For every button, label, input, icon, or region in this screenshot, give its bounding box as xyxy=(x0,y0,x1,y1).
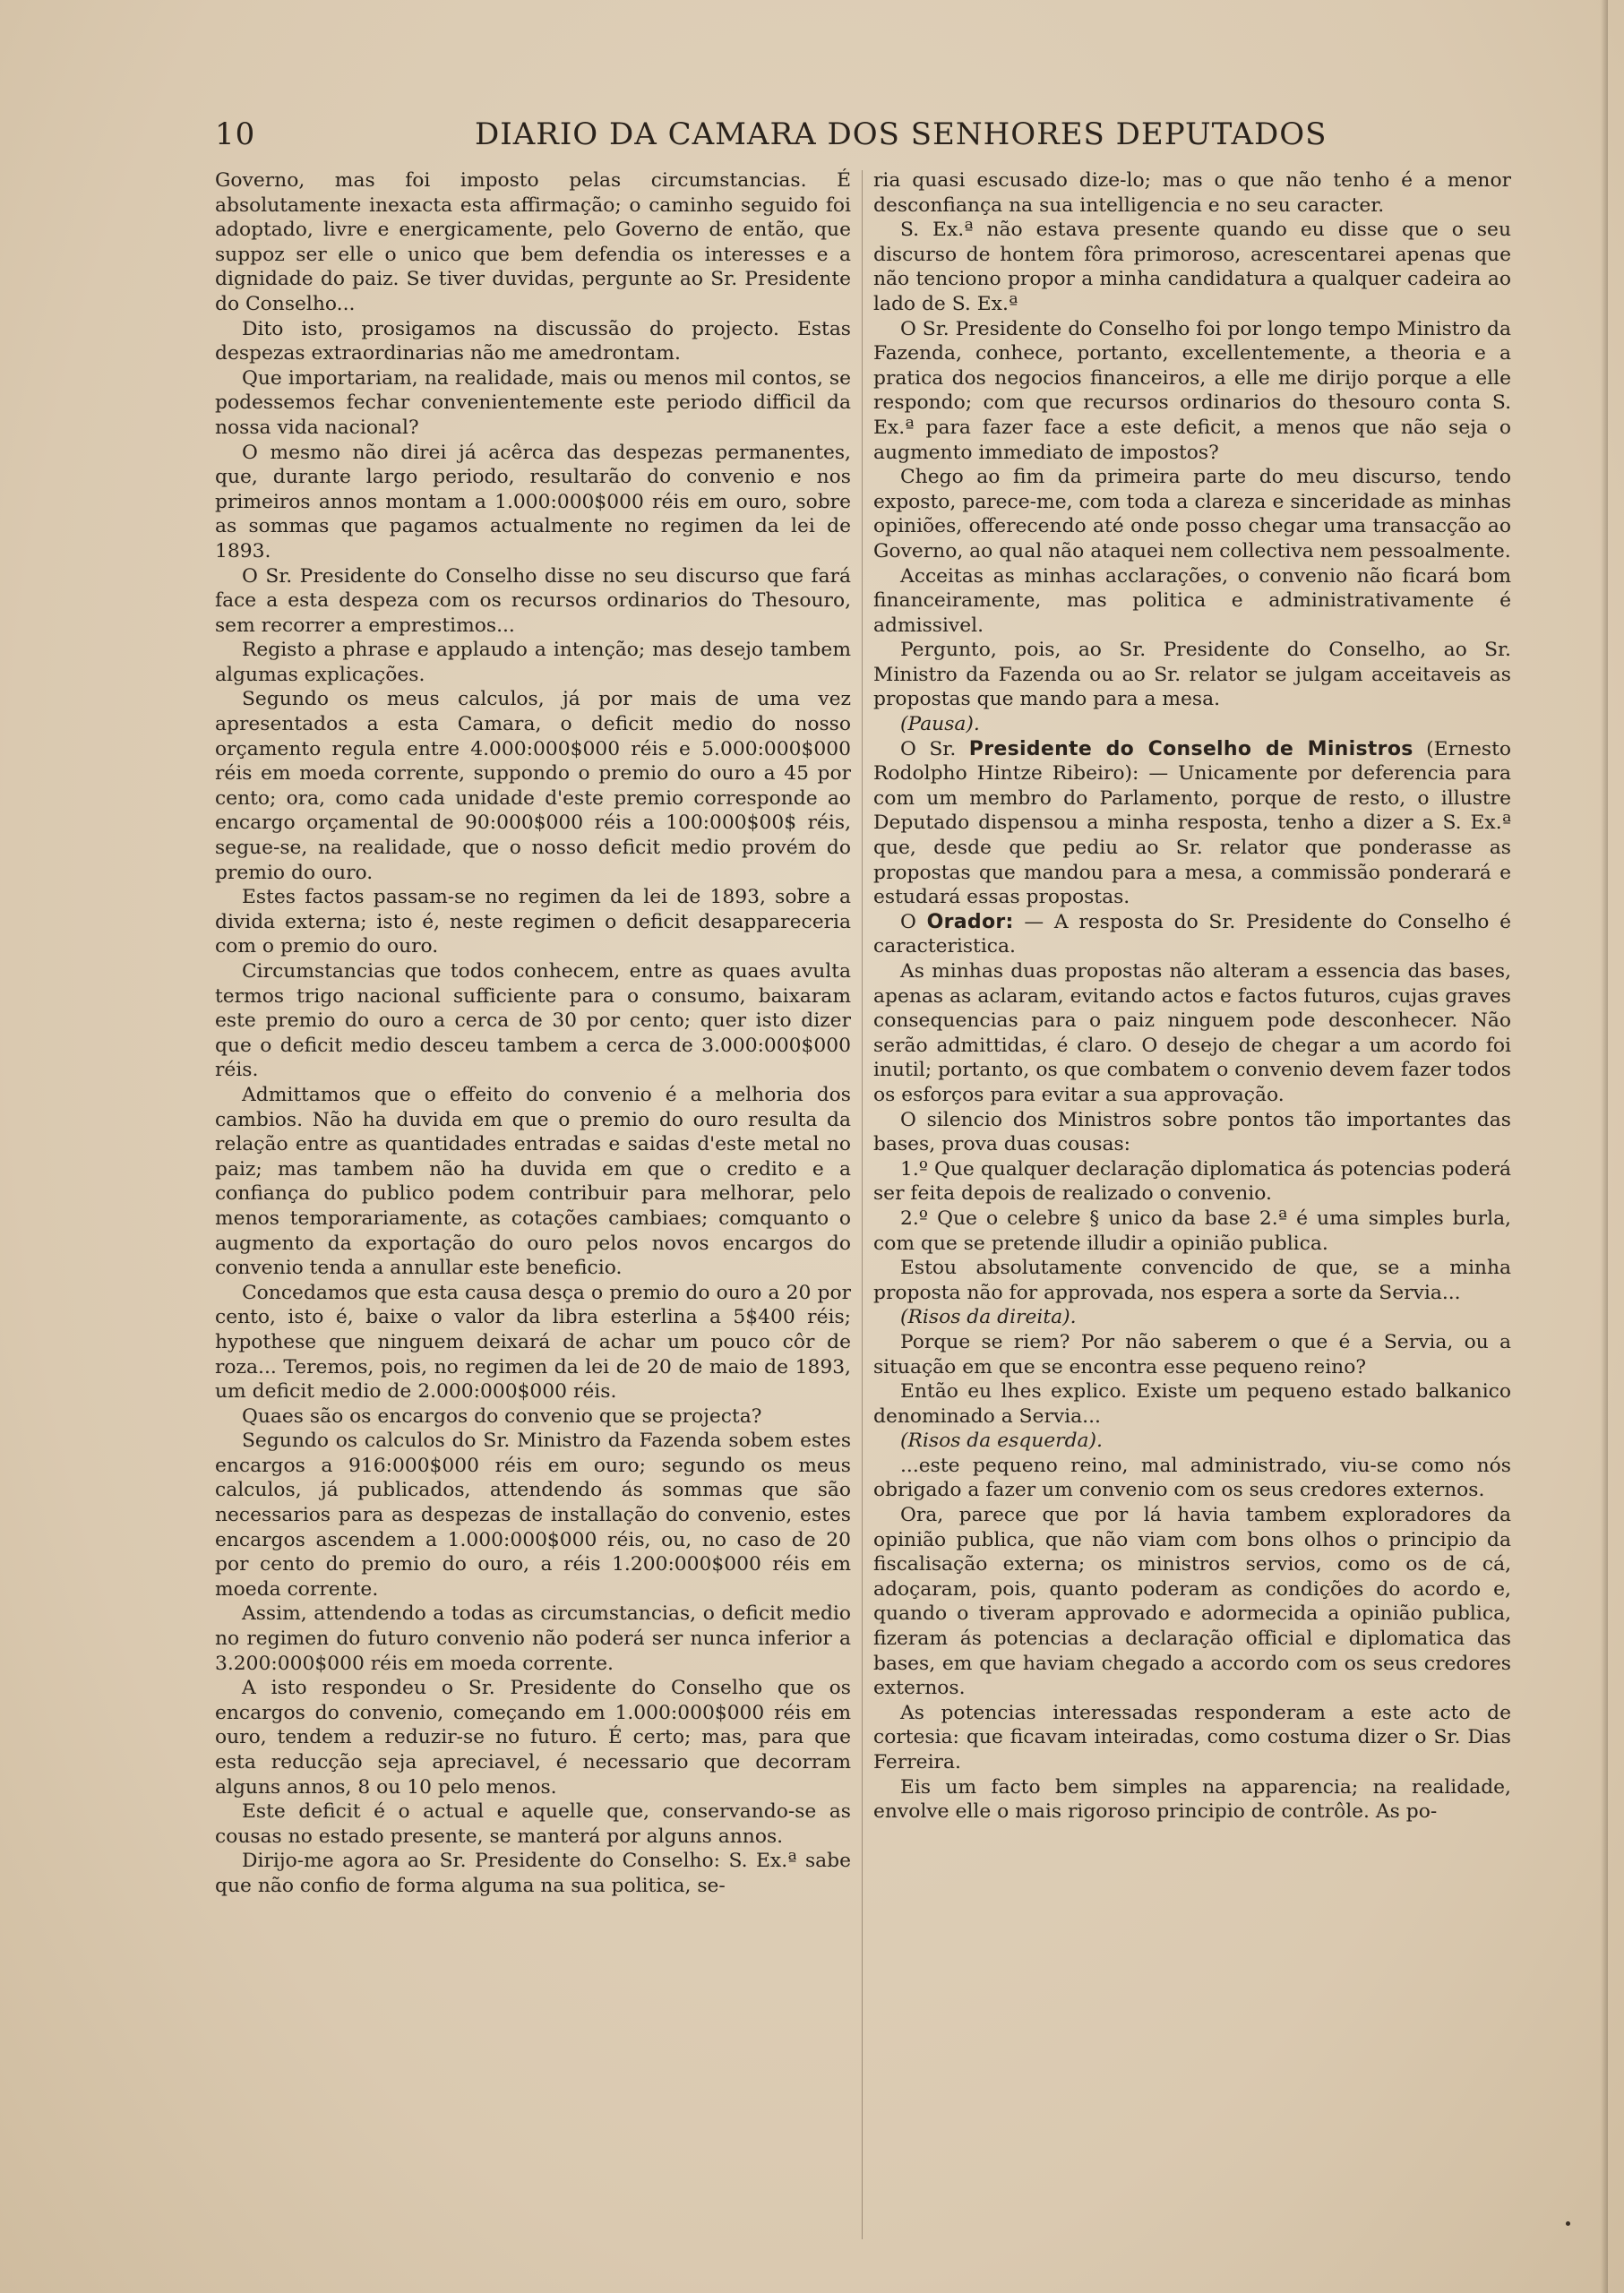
paragraph: O Sr. Presidente do Conselho foi por longo tempo Ministro da Fazenda, conhece, portanto, excellentemente, a theoria e a pratica dos negocios financeiros, a elle me dirijo porque a elle respondo; com que recursos ordinarios do thesouro conta S. Ex.ª para fazer face a este deficit, a menos que não seja o augmento immediato de impostos? xyxy=(873,317,1511,464)
page-header xyxy=(215,116,1328,161)
right-column xyxy=(873,168,1511,2264)
paragraph: Pergunto, pois, ao Sr. Presidente do Conselho, ao Sr. Ministro da Fazenda ou ao Sr. relator se julgam acceitaveis as propostas que mando para a mesa. xyxy=(873,639,1511,711)
stage-direction-pause: (Pausa). xyxy=(900,713,980,736)
paragraph: Circumstancias que todos conhecem, entre as quaes avulta termos trigo nacional sufficiente para o consumo, baixaram este premio do ouro a cerca de 30 por cento; quer isto dizer que o deficit medio desceu tambem a cerca de 3.000:000$000 réis. xyxy=(215,960,851,1082)
paragraph: S. Ex.ª não estava presente quando eu disse que o seu discurso de hontem fôra primoroso, acrescentarei apenas que não tenciono propor a minha candidatura a qualquer cadeira ao lado de S. Ex.ª xyxy=(873,219,1511,315)
paragraph: Eis um facto bem simples na apparencia; na realidade, envolve elle o mais rigoroso principio de contrôle. As po- xyxy=(873,1775,1511,1824)
speech-text: (Ernesto Rodolpho Hintze Ribeiro): — Unicamente por deferencia para com um membro do Parlamento, porque de resto, o illustre Deputado dispensou a minha resposta, tenho a dizer a S. Ex.ª que, desde que pediu ao Sr. relator que ponderasse as propostas que mandou para a mesa, a commissão ponderará e estudará essas propostas. xyxy=(873,737,1511,909)
paragraph: A isto respondeu o Sr. Presidente do Conselho que os encargos do convenio, começando em 1.000:000$000 réis em ouro, tendem a reduzir-se no futuro. É certo; mas, para que esta reducção seja apreciavel, é necessario que decorram alguns annos, 8 ou 10 pelo menos. xyxy=(215,1677,851,1799)
paragraph: 2.º Que o celebre § unico da base 2.ª é uma simples burla, com que se pretende illudir a opinião publica. xyxy=(873,1207,1511,1255)
presidente-speech xyxy=(873,737,1511,910)
stage-direction-risos-esquerda: (Risos da esquerda). xyxy=(900,1430,1103,1453)
paragraph: Estou absolutamente convencido de que, se a minha proposta não for approvada, nos espera a sorte da Servia... xyxy=(873,1257,1511,1304)
paragraph: Quaes são os encargos do convenio que se projecta? xyxy=(242,1404,762,1428)
ink-speck xyxy=(1566,2221,1570,2226)
paragraph: As potencias interessadas responderam a este acto de cortesia: que ficavam inteiradas, como costuma dizer o Sr. Dias Ferreira. xyxy=(873,1701,1511,1773)
paragraph: Segundo os meus calculos, já por mais de uma vez apresentados a esta Camara, o deficit medio do nosso orçamento regula entre 4.000:000$000 réis e 5.000:000$000 réis em moeda corrente, suppondo o premio do ouro a 45 por cento; ora, como cada unidade d'este premio corresponde ao encargo orçamental de 90:000$000 réis a 100:000$00$ réis, segue-se, na realidade, que o nosso deficit medio provém do premio do ouro. xyxy=(215,688,851,884)
paragraph: Que importariam, na realidade, mais ou menos mil contos, se podessemos fechar convenientemente este periodo difficil da nossa vida nacional? xyxy=(215,366,851,439)
stage-direction-risos-direita: (Risos da direita). xyxy=(900,1306,1077,1329)
paragraph: O silencio dos Ministros sobre pontos tão importantes das bases, prova duas cousas: xyxy=(873,1108,1511,1156)
speaker-name: Presidente do Conselho de Ministros xyxy=(968,737,1413,760)
paragraph: Então eu lhes explico. Existe um pequeno estado balkanico denominado a Servia... xyxy=(873,1380,1511,1428)
orador-speech xyxy=(873,910,1511,959)
paragraph: Porque se riem? Por não saberem o que é a Servia, ou a situação em que se encontra esse pequeno reino? xyxy=(873,1330,1511,1378)
page-edge-shadow xyxy=(1601,0,1608,2293)
paragraph: Assim, attendendo a todas as circumstancias, o deficit medio no regimen do futuro convenio não poderá ser nunca inferior a 3.200:000$000 réis em moeda corrente. xyxy=(215,1602,851,1675)
paragraph: Concedamos que esta causa desça o premio do ouro a 20 por cento, isto é, baixe o valor da libra esterlina a 5$400 réis; hypothese que ninguem deixará de achar um pouco côr de roza... Teremos, pois, no regimen da lei de 20 de maio de 1893, um deficit medio de 2.000:000$000 réis. xyxy=(215,1281,851,1404)
paragraph: O Sr. Presidente do Conselho disse no seu discurso que fará face a esta despeza com os recursos ordinarios do Thesouro, sem recorrer a emprestimos... xyxy=(215,564,851,637)
column-divider xyxy=(862,170,863,2239)
paragraph: As minhas duas propostas não alteram a essencia das bases, apenas as aclaram, evitando actos e factos futuros, cujas graves consequencias para o paiz ninguem pode desconhecer. Não serão admittidas, é claro. O desejo de chegar a um acordo foi inutil; portanto, os que combatem o convenio devem fazer todos os esforços para evitar a sua approvação. xyxy=(873,960,1511,1106)
paragraph: Registo a phrase e applaudo a intenção; mas desejo tambem algumas explicações. xyxy=(215,639,851,686)
paragraph: Ora, parece que por lá havia tambem exploradores da opinião publica, que não viam com bons olhos o principio da fiscalisação externa; os ministros servios, como os de cá, adoçaram, pois, quanto poderam as condições do acordo e, quando o tiveram approvado e adormecida a opinião publica, fizeram ás potencias a declaração official e diplomatica das bases, em que haviam chegado a accordo com os seus credores externos. xyxy=(873,1504,1511,1700)
paragraph: Admittamos que o effeito do convenio é a melhoria dos cambios. Não ha duvida em que o premio do ouro resulta da relação entre as quantidades entradas e saidas d'este metal no paiz; mas tambem não ha duvida em que o credito e a confiança do publico podem contribuir para melhorar, pelo menos temporariamente, as cotações cambiaes; comquanto o augmento da exportação do ouro pelos novos encargos do convenio tenda a annullar este beneficio. xyxy=(215,1083,851,1280)
paragraph: Este deficit é o actual e aquelle que, conservando-se as cousas no estado presente, se manterá por alguns annos. xyxy=(215,1800,851,1848)
paragraph: ria quasi escusado dize-lo; mas o que não tenho é a menor desconfiança na sua intelligencia e no seu caracter. xyxy=(873,169,1511,217)
paragraph: Dirijo-me agora ao Sr. Presidente do Conselho: S. Ex.ª sabe que não confio de forma alguma na sua politica, se- xyxy=(215,1850,851,1897)
paragraph: Governo, mas foi imposto pelas circumstancias. É absolutamente inexacta esta affirmação; o caminho seguido foi adoptado, livre e energicamente, pelo Governo de então, que suppoz ser elle o unico que bem defendia os interesses e a dignidade do paiz. Se tiver duvidas, pergunte ao Sr. Presidente do Conselho... xyxy=(215,169,851,315)
paragraph: Segundo os calculos do Sr. Ministro da Fazenda sobem estes encargos a 916:000$000 réis em ouro; segundo os meus calculos, já publicados, attendendo ás sommas que são necessarios para as despezas de installação do convenio, estes encargos ascendem a 1.000:000$000 réis, ou, no caso de 20 por cento do premio do ouro, a réis 1.200:000$000 réis em moeda corrente. xyxy=(215,1430,851,1601)
speech-prefix: O Sr. xyxy=(900,737,969,760)
page-number: 10 xyxy=(215,116,256,152)
journal-title: DIARIO DA CAMARA DOS SENHORES DEPUTADOS xyxy=(475,116,1328,152)
speech-text: — A resposta do Sr. Presidente do Conselho é caracteristica. xyxy=(873,910,1511,958)
paragraph: Estes factos passam-se no regimen da lei de 1893, sobre a divida externa; isto é, neste regimen o deficit desappareceria com o premio do ouro. xyxy=(215,886,851,958)
left-column xyxy=(215,168,851,2264)
paragraph: Dito isto, prosigamos na discussão do projecto. Estas despezas extraordinarias não me amedrontam. xyxy=(215,317,851,365)
paragraph: ...este pequeno reino, mal administrado, viu-se como nós obrigado a fazer um convenio com os seus credores externos. xyxy=(873,1454,1511,1502)
speech-prefix: O xyxy=(900,910,927,933)
paragraph: Chego ao fim da primeira parte do meu discurso, tendo exposto, parece-me, com toda a clareza e sinceridade as minhas opiniões, offerecendo até onde posso chegar uma transacção ao Governo, ao qual não ataquei nem collectiva nem pessoalmente. xyxy=(873,466,1511,563)
paragraph: 1.º Que qualquer declaração diplomatica ás potencias poderá ser feita depois de realizado o convenio. xyxy=(873,1157,1511,1206)
paragraph: Acceitas as minhas acclarações, o convenio não ficará bom financeiramente, mas politica e administrativamente é admissivel. xyxy=(873,564,1511,637)
speaker-name: Orador: xyxy=(926,910,1014,933)
paragraph: O mesmo não direi já acêrca das despezas permanentes, que, durante largo periodo, resultarão do convenio e nos primeiros annos montam a 1.000:000$000 réis em ouro, sobre as sommas que pagamos actualmente no regimen da lei de 1893. xyxy=(215,441,851,563)
